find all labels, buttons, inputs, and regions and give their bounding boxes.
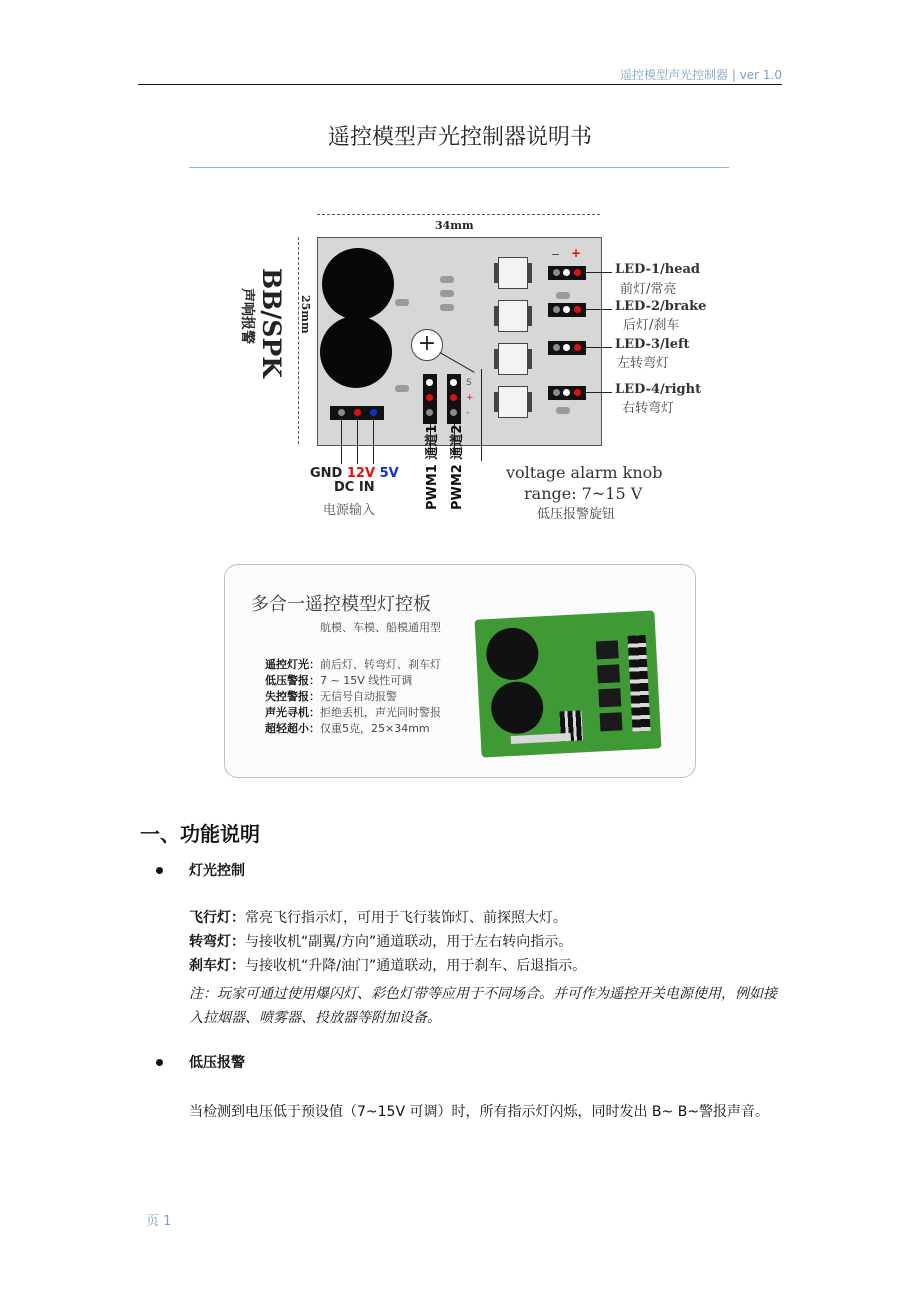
power-header (330, 406, 384, 420)
feature-row: 失控警报：无信号自动报警 (265, 690, 397, 703)
led1-header (548, 266, 586, 280)
title-rule (189, 167, 729, 168)
polarity-minus: − (551, 248, 561, 261)
pin-minus: - (466, 408, 470, 418)
voltage-knob: + (411, 329, 443, 361)
smd-pad (440, 304, 454, 311)
light-line-turn: 转弯灯：与接收机“副翼/方向”通道联动，用于左右转向指示。 (189, 934, 573, 950)
pwm2-label: PWM2 通道2 (450, 424, 465, 510)
feature-row: 遥控灯光：前后灯、转弯灯、刹车灯 (265, 658, 441, 671)
dc-in-label: DC IN (334, 480, 375, 495)
led1-cn: 前灯/常亮 (620, 282, 677, 297)
width-dimension-line (317, 214, 600, 215)
bb-spk-label: BB/SPK (257, 268, 286, 378)
smd-pad (440, 290, 454, 297)
pwm1-header (423, 374, 437, 424)
card-subtitle: 航模、车模、船模通用型 (320, 621, 441, 634)
smd-pad (556, 407, 570, 414)
header-text: 遥控模型声光控制器 | ver 1.0 (620, 68, 782, 82)
header-rule (138, 84, 782, 85)
section-heading: 一、功能说明 (140, 822, 260, 846)
ic-chip (498, 257, 528, 289)
pin-s: S (466, 378, 472, 388)
pcb-photo (475, 610, 662, 757)
led3-label: LED-3/left (615, 337, 690, 352)
pin-plus: + (466, 393, 474, 403)
ic-chip (498, 386, 528, 418)
led4-cn: 右转弯灯 (622, 401, 675, 416)
led3-header (548, 341, 586, 355)
card-title: 多合一遥控模型灯控板 (251, 594, 431, 615)
buzzer-top (322, 248, 394, 320)
smd-pad (395, 385, 409, 392)
knob-label-en: voltage alarm knob (506, 463, 663, 482)
smd-pad (395, 299, 409, 306)
height-label: 25mm (299, 295, 312, 334)
ic-chip (498, 343, 528, 375)
smd-pad (556, 292, 570, 299)
led2-header (548, 303, 586, 317)
lowvolt-title: 低压报警 (189, 1055, 245, 1071)
bullet-icon (156, 867, 163, 874)
led4-header (548, 386, 586, 400)
light-control-title: 灯光控制 (189, 863, 245, 879)
led3-cn: 左转弯灯 (617, 356, 670, 371)
smd-pad (440, 276, 454, 283)
led2-cn: 后灯/刹车 (623, 318, 680, 333)
light-note: 注：玩家可通过使用爆闪灯、彩色灯带等应用于不同场合。并可作为遥控开关电源使用，例如接入拉烟器、喷雾器、投放器等附加设备。 (189, 986, 777, 1026)
led2-label: LED-2/brake (615, 299, 707, 314)
bb-spk-cn-label: 声响报警 (239, 288, 255, 344)
ic-chip (498, 300, 528, 332)
led4-label: LED-4/right (615, 382, 702, 397)
bullet-icon (156, 1059, 163, 1066)
led1-label: LED-1/head (615, 262, 700, 277)
feature-list (265, 657, 441, 737)
feature-row: 声光寻机：拒绝丢机，声光同时警报 (265, 706, 441, 719)
knob-label-cn: 低压报警旋钮 (537, 507, 616, 522)
light-line-brake: 刹车灯：与接收机“升降/油门”通道联动，用于刹车、后退指示。 (189, 958, 587, 974)
power-pins-label: GND 12V 5V (310, 466, 399, 481)
feature-row: 超轻超小：仅重5克，25×34mm (265, 722, 430, 735)
buzzer-bottom (320, 316, 392, 388)
feature-row: 低压警报：7 ~ 15V 线性可调 (265, 674, 413, 687)
height-dimension-line (298, 237, 299, 444)
width-label: 34mm (435, 219, 474, 232)
pwm1-label: PWM1 通道1 (425, 424, 440, 510)
knob-range: range: 7~15 V (524, 484, 643, 503)
lowvolt-text: 当检测到电压低于预设值（7~15V 可调）时，所有指示灯闪烁，同时发出 B~ B~警报声音。 (189, 1104, 770, 1120)
polarity-plus: + (571, 246, 582, 260)
page-number: 页 1 (146, 1214, 172, 1229)
document-title: 遥控模型声光控制器说明书 (327, 125, 592, 150)
pwm2-header (447, 374, 461, 424)
power-input-cn: 电源输入 (323, 503, 376, 518)
light-line-flight: 飞行灯：常亮飞行指示灯，可用于飞行装饰灯、前探照大灯。 (189, 910, 567, 926)
